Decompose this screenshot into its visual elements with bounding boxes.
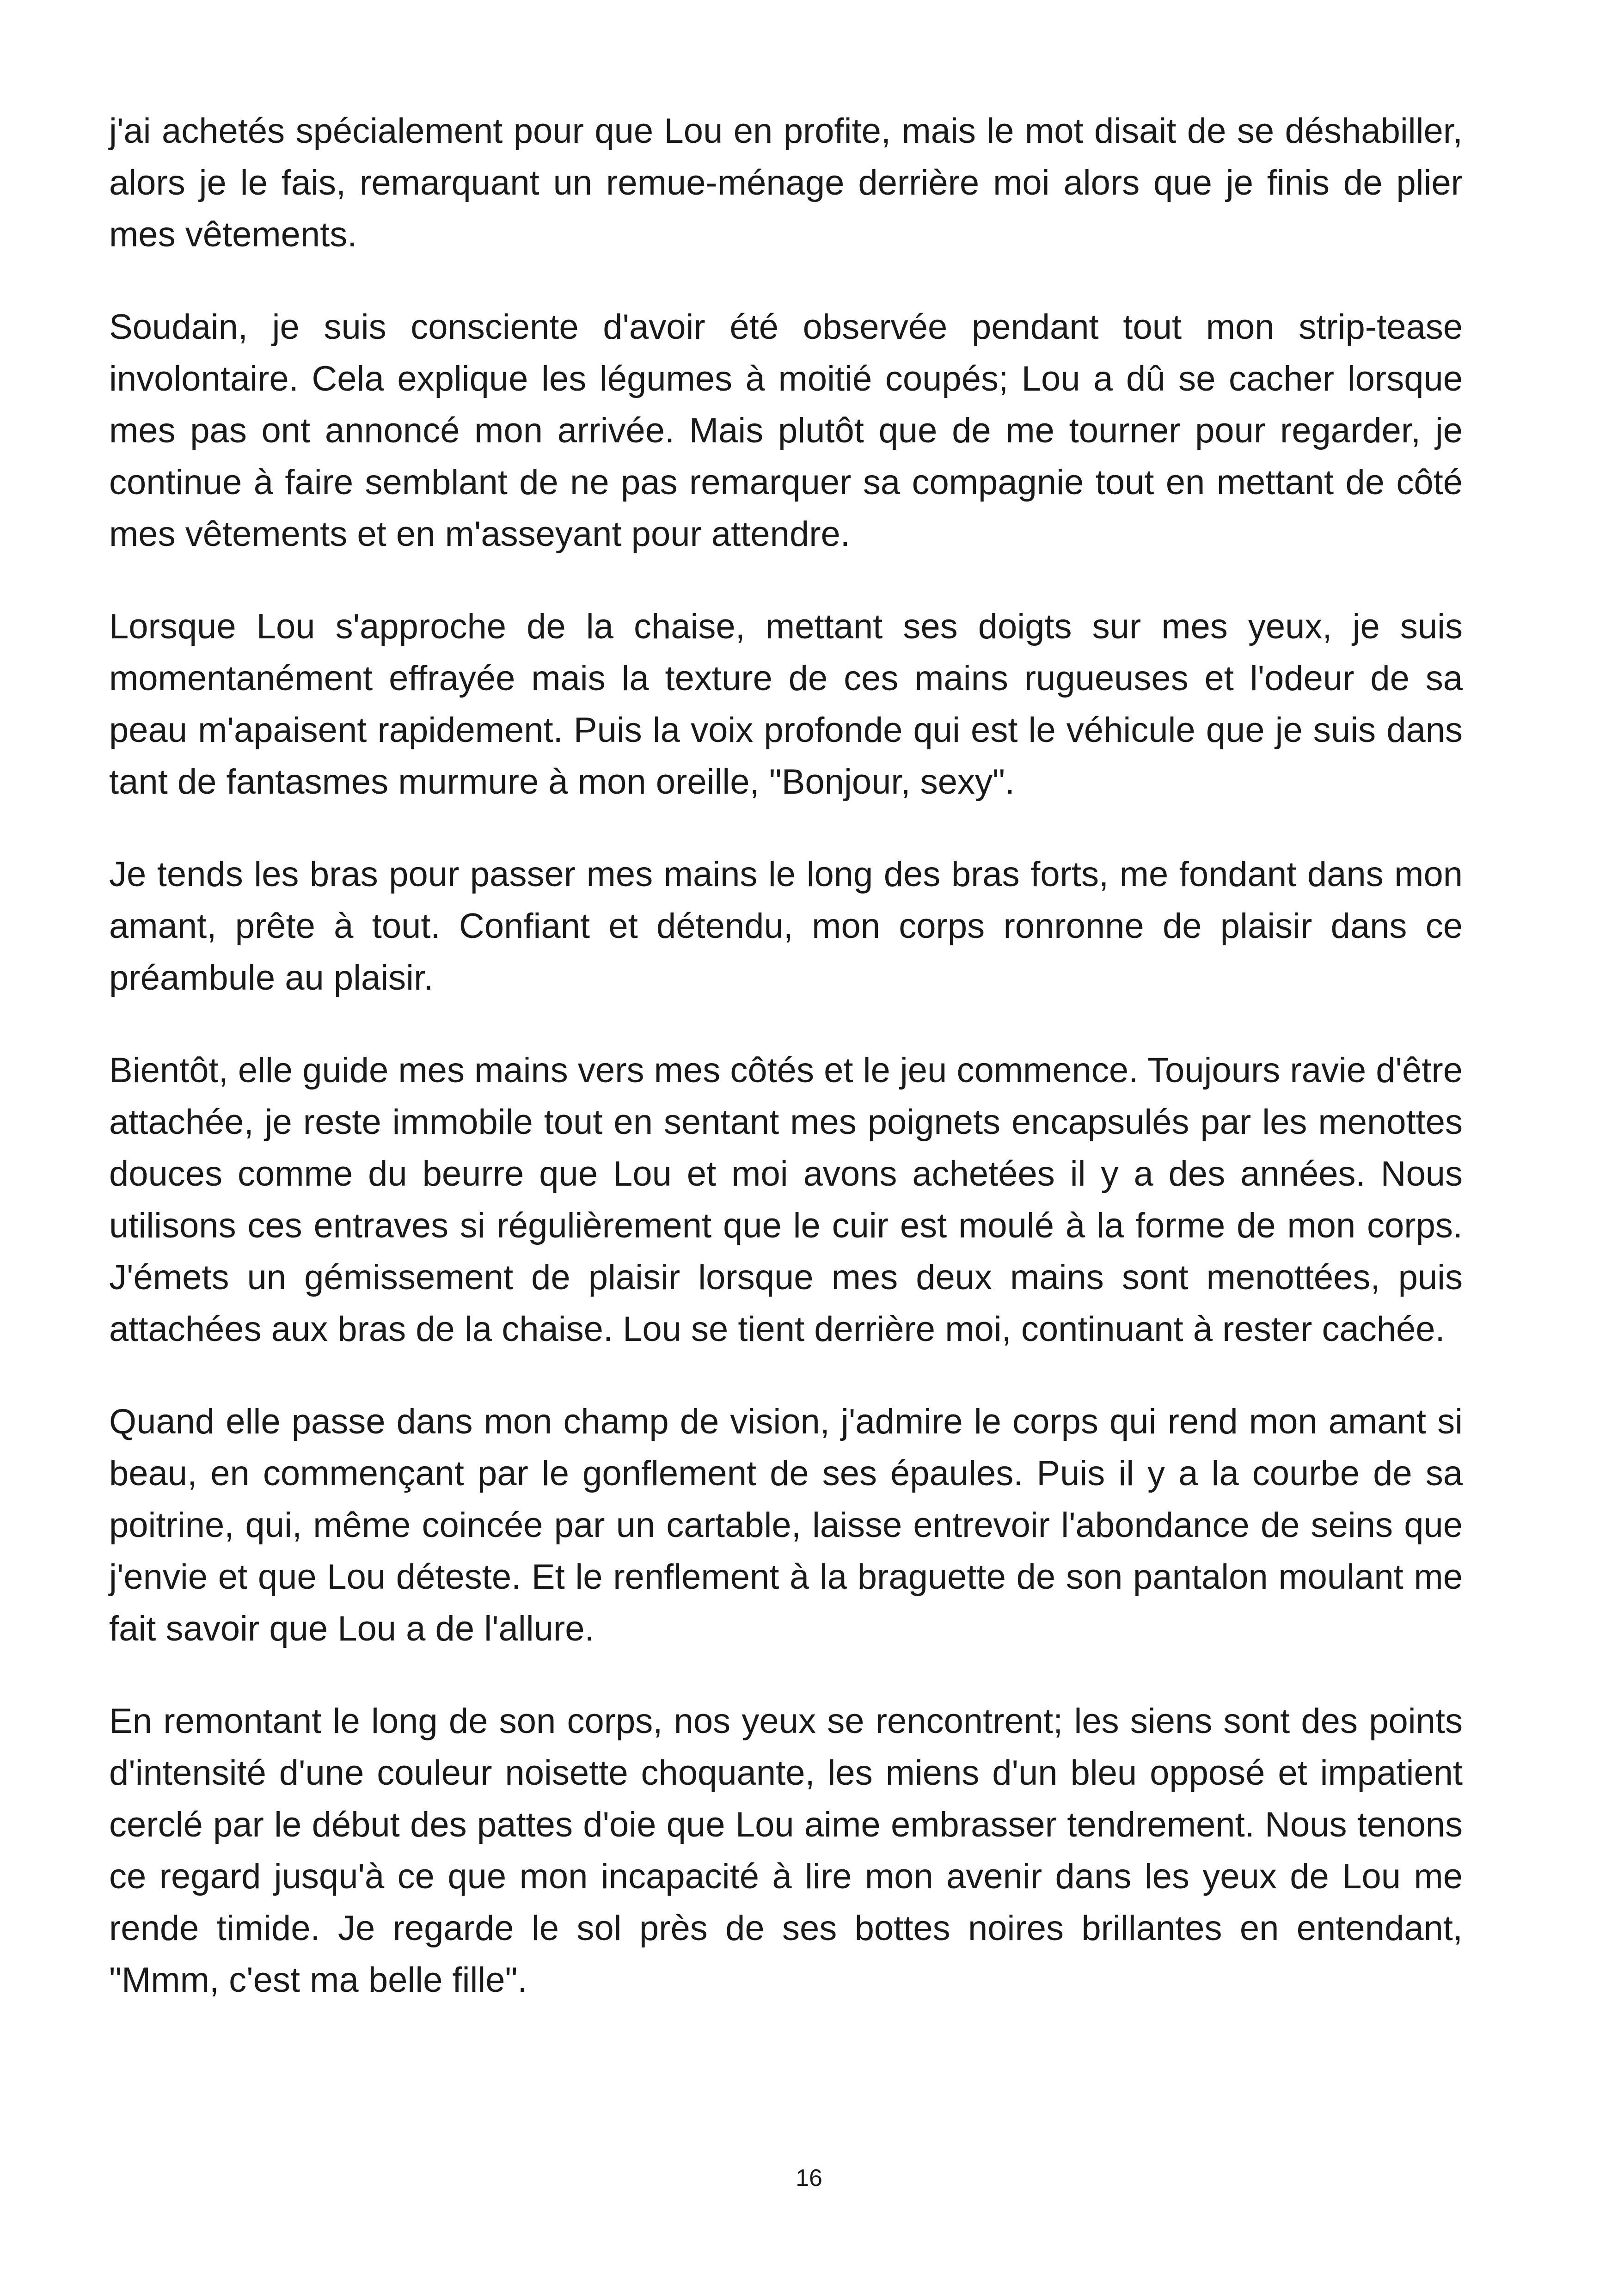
paragraph-3: Lorsque Lou s'approche de la chaise, mettant ses doigts sur mes yeux, je suis momentanément effrayée mais la texture de ces mains rugueuses et l'odeur de sa peau m'apaisent rapidement. Puis la voix profonde qui est le véhicule que je suis dans tant de fantasmes murmure à mon oreille, "Bonjour, sexy".	[109, 607, 1463, 802]
paragraph-5: Bientôt, elle guide mes mains vers mes côtés et le jeu commence. Toujours ravie d'être attachée, je reste immobile tout en sentant mes poignets encapsulés par les menottes douces comme du beurre que Lou et moi avons achetées il y a des années. Nous utilisons ces entraves si régulièrement que le cuir est moulé à la forme de mon corps. J'émets un gémissement de plaisir lorsque mes deux mains sont menottées, puis attachées aux bras de la chaise. Lou se tient derrière moi, continuant à rester cachée.	[109, 1051, 1463, 1349]
paragraph-2: Soudain, je suis consciente d'avoir été observée pendant tout mon strip-tease involontaire. Cela explique les légumes à moitié coupés; Lou a dû se cacher lorsque mes pas ont annoncé mon arrivée. Mais plutôt que de me tourner pour regarder, je continue à faire semblant de ne pas remarquer sa compagnie tout en mettant de côté mes vêtements et en m'asseyant pour attendre.	[109, 307, 1463, 554]
paragraph-1: j'ai achetés spécialement pour que Lou en profite, mais le mot disait de se déshabiller, alors je le fais, remarquant un remue-ménage derrière moi alors que je finis de plier mes vêtements.	[109, 111, 1463, 254]
page-number: 16	[796, 2165, 822, 2192]
text-body	[109, 105, 1463, 2047]
paragraph-6: Quand elle passe dans mon champ de vision, j'admire le corps qui rend mon amant si beau, en commençant par le gonflement de ses épaules. Puis il y a la courbe de sa poitrine, qui, même coincée par un cartable, laisse entrevoir l'abondance de seins que j'envie et que Lou déteste. Et le renflement à la braguette de son pantalon moulant me fait savoir que Lou a de l'allure.	[109, 1402, 1463, 1648]
paragraph-7: En remontant le long de son corps, nos yeux se rencontrent; les siens sont des points d'intensité d'une couleur noisette choquante, les miens d'un bleu opposé et impatient cerclé par le début des pattes d'oie que Lou aime embrasser tendrement. Nous tenons ce regard jusqu'à ce que mon incapacité à lire mon avenir dans les yeux de Lou me rende timide. Je regarde le sol près de ses bottes noires brillantes en entendant, "Mmm, c'est ma belle fille".	[109, 1702, 1463, 2000]
paragraph-4: Je tends les bras pour passer mes mains le long des bras forts, me fondant dans mon amant, prête à tout. Confiant et détendu, mon corps ronronne de plaisir dans ce préambule au plaisir.	[109, 855, 1463, 998]
